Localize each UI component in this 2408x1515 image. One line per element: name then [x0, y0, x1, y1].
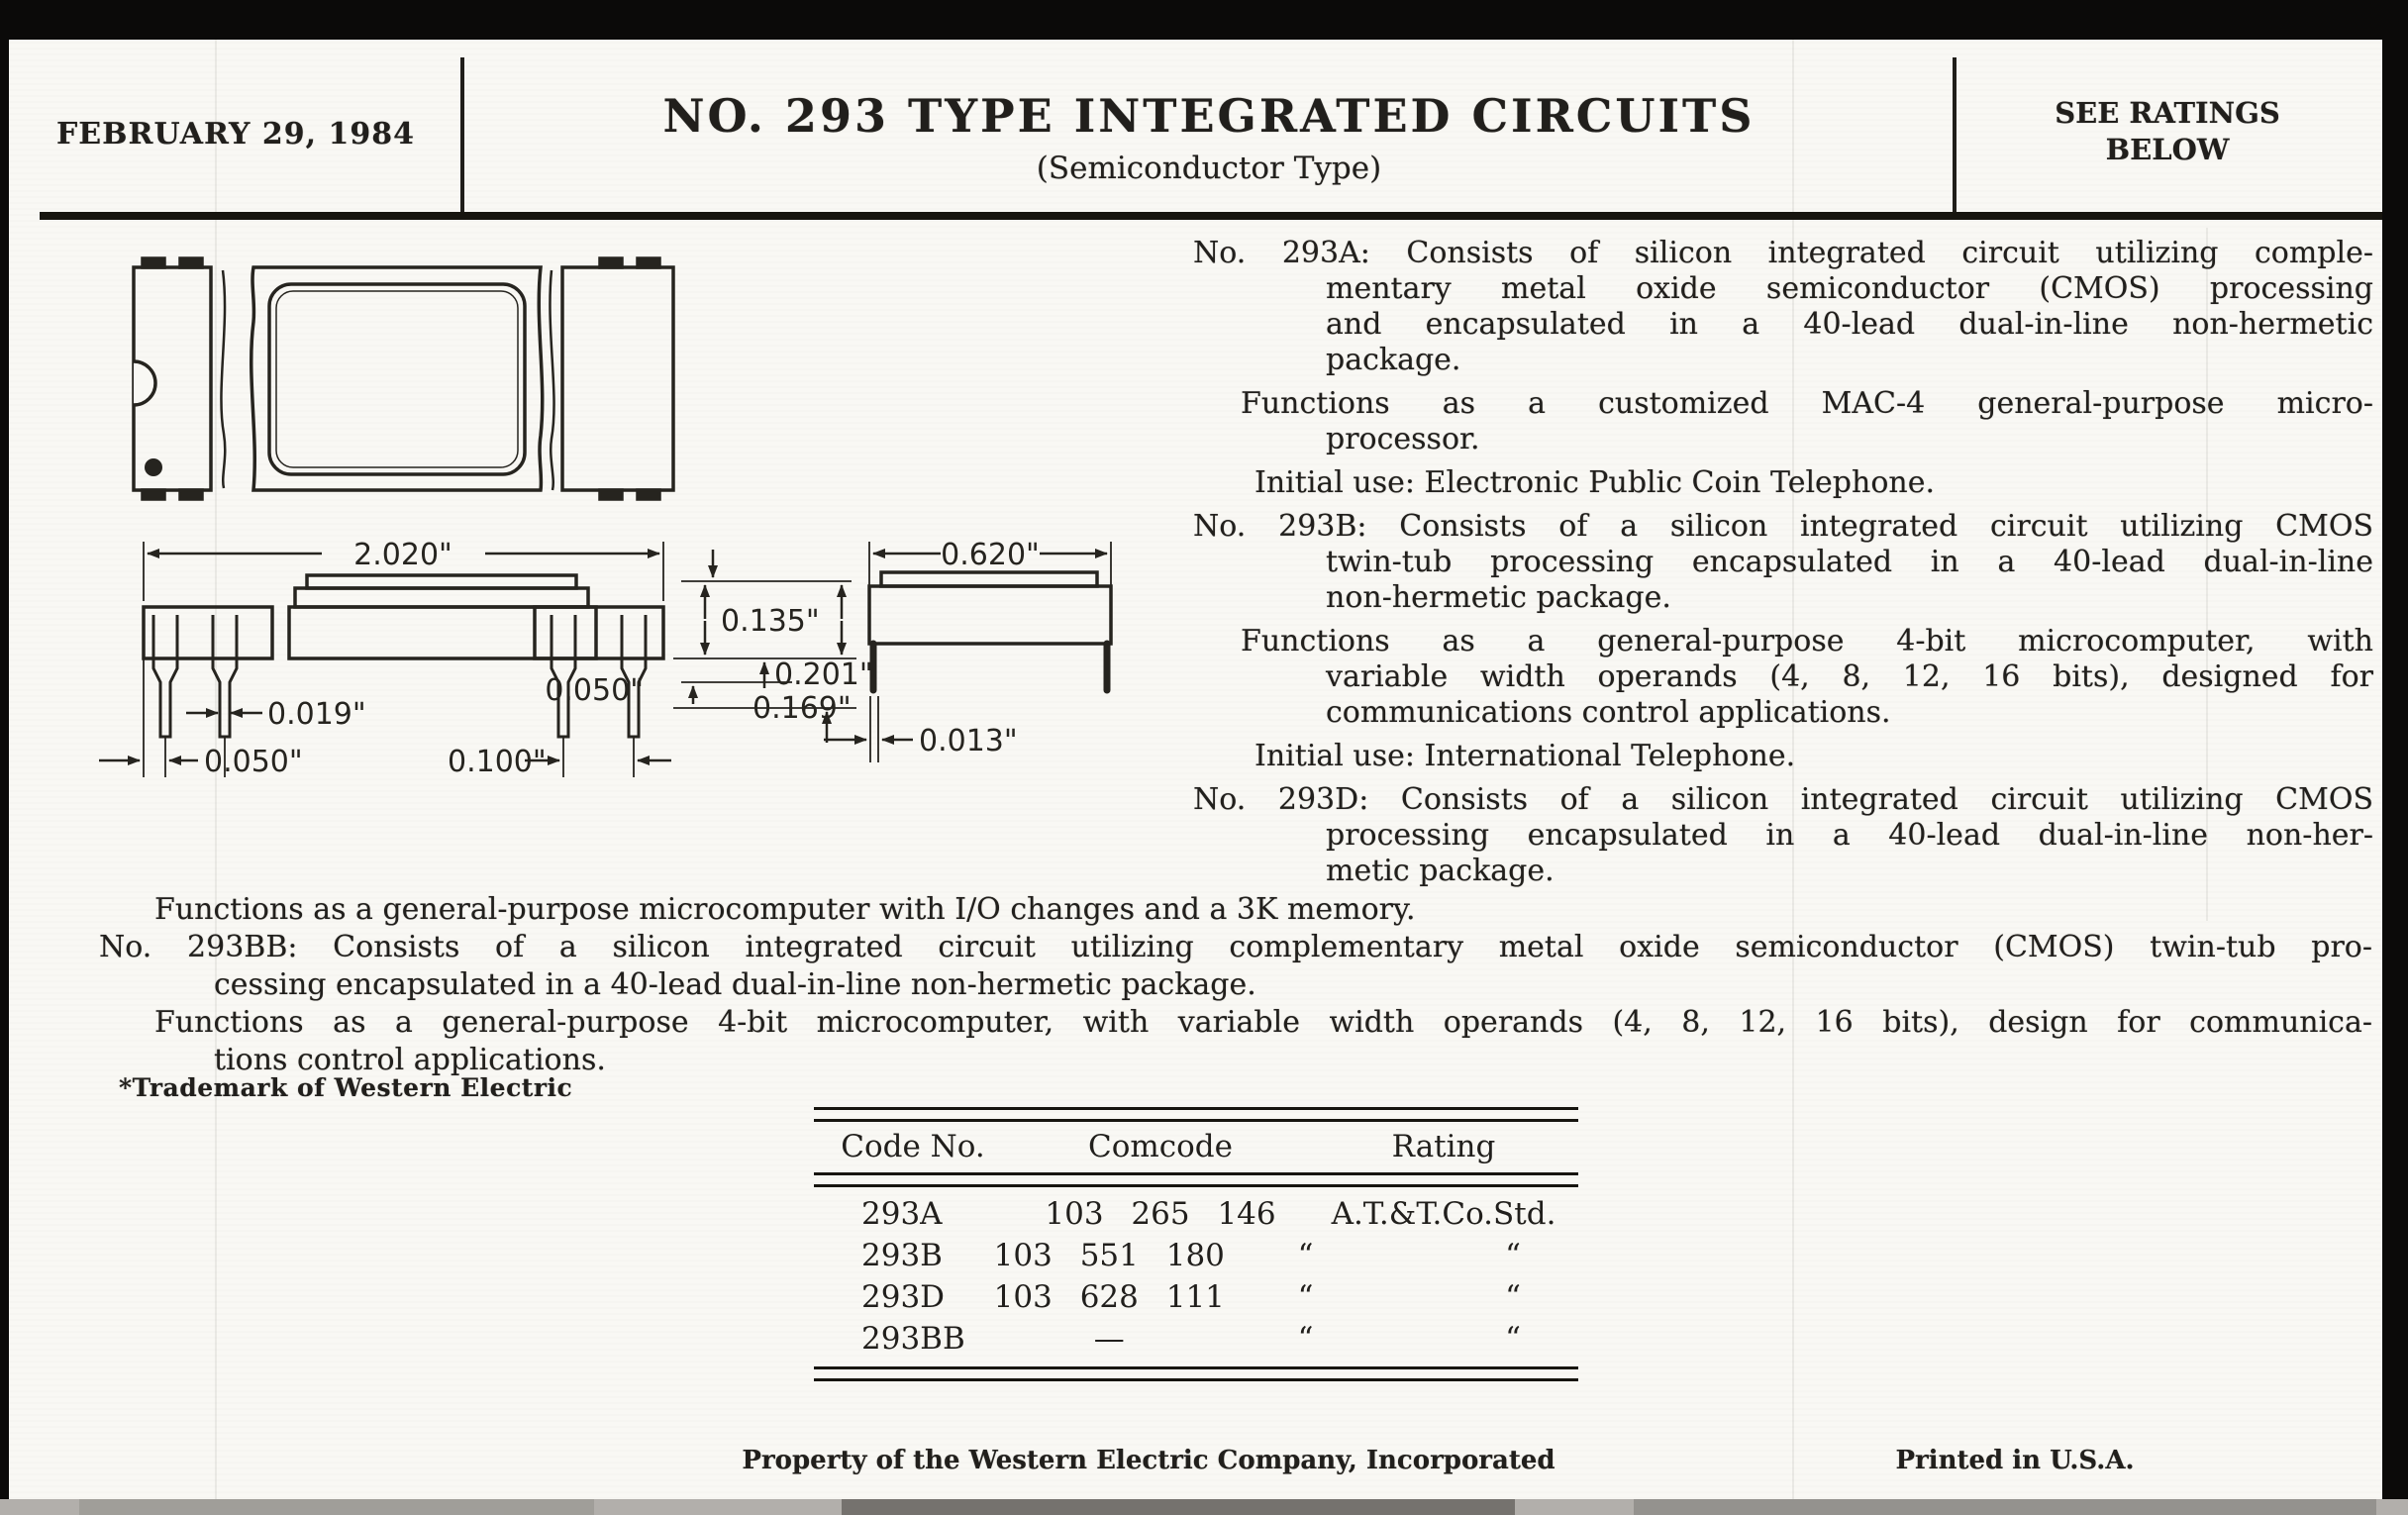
text-line: and encapsulated in a 40-lead dual-in-line non-hermetic	[1326, 307, 2373, 342]
text-line: processing encapsulated in a 40-lead dual-in-line non-her-	[1326, 818, 2373, 853]
ratings-note-line2: BELOW	[2105, 133, 2230, 166]
column-header-comcode: Comcode	[1088, 1129, 1233, 1164]
text-line: Initial use: Electronic Public Coin Telephone.	[1254, 465, 1935, 500]
dim-label-lead-pitch: 0.100"	[448, 745, 547, 779]
dim-label-body-height: 0.135"	[721, 604, 820, 639]
cell-rating	[1233, 1238, 1578, 1273]
page-title: NO. 293 TYPE INTEGRATED CIRCUITS	[662, 89, 1756, 143]
page-subtitle: (Semiconductor Type)	[1036, 151, 1382, 186]
issue-date: FEBRUARY 29, 1984	[56, 117, 415, 152]
device-descriptions-continued	[99, 891, 2372, 1079]
text-line: Functions as a customized MAC-4 general-purpose micro-	[1241, 386, 2373, 421]
scan-smudge	[1634, 1499, 2376, 1515]
text-line: No. 293BB: Consists of a silicon integrated circuit utilizing complementary metal oxide semiconductor (CMOS) twin-tub pro-	[99, 930, 2372, 964]
text-line: Functions as a general-purpose 4-bit microcomputer, with variable width operands (4, 8, 12, 16 bits), design for communica-	[154, 1005, 2372, 1040]
cell-comcode: 103 265 146	[1045, 1196, 1276, 1232]
column-header-code: Code No.	[841, 1129, 985, 1164]
cell-code: 293D	[861, 1279, 946, 1315]
table-rule-header	[814, 1172, 1578, 1187]
text-line: processor.	[1326, 422, 1480, 456]
package-top-view	[134, 258, 673, 499]
ratings-note	[1953, 95, 2382, 168]
cell-comcode: 103 551 180	[993, 1238, 1225, 1273]
table-row	[814, 1196, 1578, 1232]
cell-code: 293B	[861, 1238, 943, 1273]
text-line: No. 293B: Consists of a silicon integrated circuit utilizing CMOS	[1193, 509, 2373, 544]
ditto-mark: “	[1297, 1238, 1314, 1273]
text-line: communications control applications.	[1326, 695, 1891, 730]
text-line: No. 293D: Consists of a silicon integrated circuit utilizing CMOS	[1193, 782, 2373, 817]
text-line: Initial use: International Telephone.	[1254, 739, 1796, 773]
cell-code: 293BB	[861, 1321, 965, 1357]
scan-edge-left	[0, 40, 9, 673]
column-header-rating: Rating	[1391, 1129, 1496, 1164]
device-descriptions	[1193, 236, 2373, 889]
scan-edge-right	[2382, 0, 2408, 1499]
text-line: No. 293A: Consists of silicon integrated circuit utilizing comple-	[1193, 236, 2373, 270]
ratings-note-line1: SEE RATINGS	[2055, 96, 2280, 130]
package-drawing	[59, 223, 1208, 797]
text-line: variable width operands (4, 8, 12, 16 bits), designed for	[1326, 659, 2373, 694]
text-line: metic package.	[1326, 854, 1555, 888]
ditto-mark: “	[1505, 1238, 1522, 1273]
table-row	[814, 1238, 1578, 1273]
trademark-note: *Trademark of Western Electric	[119, 1073, 573, 1102]
ditto-mark: “	[1297, 1279, 1314, 1315]
dim-label-shoulder: 0.050"	[545, 673, 644, 708]
dim-label-lead-thickness: 0.013"	[919, 724, 1018, 758]
ditto-mark: “	[1505, 1279, 1522, 1315]
pin1-index-dot	[145, 458, 162, 476]
table-rule-top	[814, 1107, 1578, 1122]
scan-smudge	[79, 1499, 594, 1515]
footer-printed-note: Printed in U.S.A.	[1895, 1446, 2135, 1475]
cell-rating	[1233, 1321, 1578, 1357]
text-line: Functions as a general-purpose 4-bit microcomputer, with	[1241, 624, 2373, 658]
package-end-view	[824, 538, 1111, 762]
header-rule	[40, 212, 2382, 220]
cell-comcode: —	[1093, 1321, 1125, 1357]
table-rule-bottom	[814, 1366, 1578, 1381]
text-line: Functions as a general-purpose microcomputer with I/O changes and a 3K memory.	[154, 892, 1416, 927]
table-header-row	[814, 1129, 1578, 1164]
cell-rating	[1233, 1279, 1578, 1315]
dim-label-seating-height: 0.201"	[774, 657, 873, 692]
ditto-mark: “	[1297, 1321, 1314, 1357]
text-line: non-hermetic package.	[1326, 580, 1671, 615]
scan-smudge	[842, 1499, 1515, 1515]
ditto-mark: “	[1505, 1321, 1522, 1357]
dim-label-body-width: 0.620"	[941, 538, 1040, 572]
text-line: cessing encapsulated in a 40-lead dual-in-line non-hermetic package.	[214, 967, 1256, 1002]
table-row	[814, 1321, 1578, 1357]
dim-label-standoff: 0.169"	[752, 691, 852, 726]
footer-property-note: Property of the Western Electric Company, Incorporated	[742, 1446, 1555, 1475]
cell-comcode: 103 628 111	[993, 1279, 1225, 1315]
text-line: twin-tub processing encapsulated in a 40-lead dual-in-line	[1326, 545, 2373, 579]
header-divider-left	[460, 57, 464, 212]
dim-label-overall-length: 2.020"	[353, 538, 452, 572]
cell-code: 293A	[861, 1196, 943, 1232]
cell-rating: A.T.&T.Co.Std.	[1331, 1196, 1556, 1232]
text-line: tions control applications.	[214, 1043, 606, 1077]
dim-label-edge-to-lead: 0.050"	[204, 745, 303, 779]
scan-edge-top	[0, 0, 2408, 40]
text-line: mentary metal oxide semiconductor (CMOS) processing	[1326, 271, 2373, 306]
table-row	[814, 1279, 1578, 1315]
package-side-view	[99, 538, 873, 779]
dim-label-lead-width: 0.019"	[267, 697, 366, 732]
text-line: package.	[1326, 343, 1461, 377]
